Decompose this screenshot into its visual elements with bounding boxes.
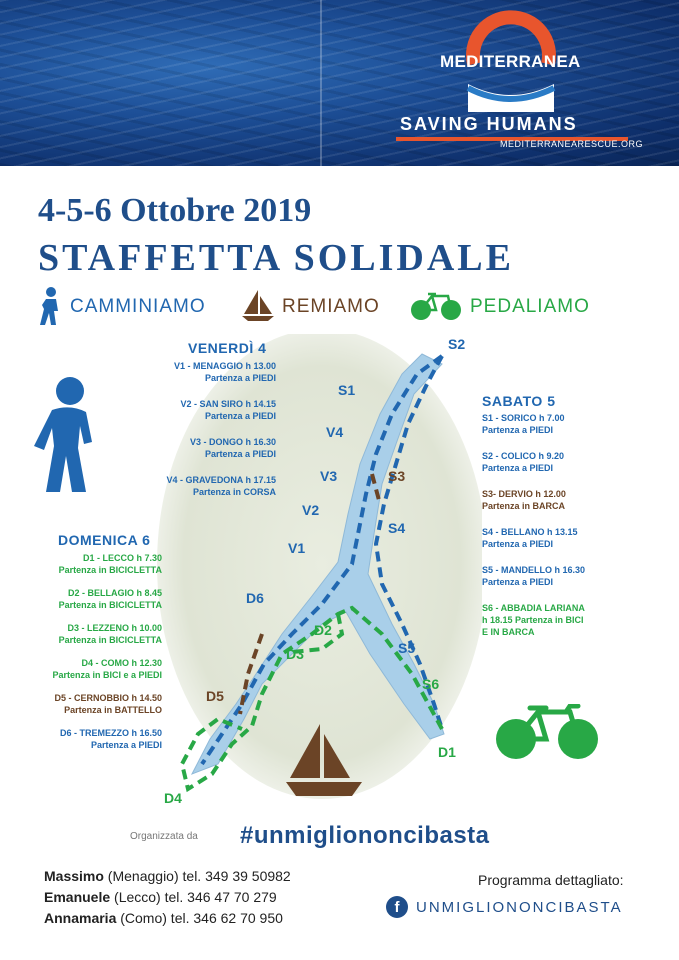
facebook-page-link[interactable]: UNMIGLIONONCIBASTA bbox=[416, 899, 623, 916]
program-label: Programma dettagliato: bbox=[478, 872, 624, 888]
brand-tagline: SAVING HUMANS bbox=[400, 114, 578, 134]
map-label-V2: V2 bbox=[302, 502, 320, 518]
saturday-title: SABATO 5 bbox=[482, 393, 556, 409]
map-label-D3: D3 bbox=[286, 646, 304, 662]
contact-row: Annamaria (Como) tel. 346 62 70 950 bbox=[44, 910, 283, 926]
friday-leg: V3 - DONGO h 16.30 Partenza a PIEDI bbox=[189, 437, 276, 459]
sunday-leg: D2 - BELLAGIO h 8.45 Partenza in BICICLETTA bbox=[58, 588, 162, 610]
saturday-leg: S6 - ABBADIA LARIANA h 18.15 Partenza in BICI E IN BARCA bbox=[482, 603, 585, 637]
sunday-leg: D4 - COMO h 12.30 Partenza in BICI e a PIEDI bbox=[52, 658, 162, 680]
sunday-title: DOMENICA 6 bbox=[58, 532, 151, 548]
map-label-D6: D6 bbox=[246, 590, 264, 606]
friday-leg: V4 - GRAVEDONA h 17.15 Partenza in CORSA bbox=[166, 475, 276, 497]
saturday-leg: S1 - SORICO h 7.00 Partenza a PIEDI bbox=[482, 413, 565, 435]
saturday-leg: S5 - MANDELLO h 16.30 Partenza a PIEDI bbox=[482, 565, 586, 587]
sunday-leg: D6 - TREMEZZO h 16.50 Partenza a PIEDI bbox=[59, 728, 162, 750]
activity-row-label: REMIAMO bbox=[282, 296, 380, 317]
map-label-D5: D5 bbox=[206, 688, 224, 704]
facebook-icon[interactable]: f bbox=[386, 896, 408, 918]
contact-row: Massimo (Menaggio) tel. 349 39 50982 bbox=[44, 868, 291, 884]
large-walker-icon bbox=[30, 376, 104, 494]
activity-walk-label: CAMMINIAMO bbox=[70, 296, 206, 317]
brand-url: MEDITERRANEARESCUE.ORG bbox=[500, 139, 644, 149]
friday-leg: V1 - MENAGGIO h 13.00 Partenza a PIEDI bbox=[173, 361, 276, 383]
map-label-S4: S4 bbox=[388, 520, 406, 536]
large-sailboat-icon bbox=[284, 720, 364, 798]
contact-row: Emanuele (Lecco) tel. 346 47 70 279 bbox=[44, 889, 277, 905]
activity-bike-label: PEDALIAMO bbox=[470, 296, 590, 317]
map-label-V4: V4 bbox=[326, 424, 344, 440]
map-label-D4: D4 bbox=[164, 790, 182, 806]
saturday-leg: S3- DERVIO h 12.00 Partenza in BARCA bbox=[482, 489, 566, 511]
map-label-S2: S2 bbox=[448, 336, 466, 352]
friday-leg: V2 - SAN SIRO h 14.15 Partenza a PIEDI bbox=[180, 399, 276, 421]
sunday-leg: D1 - LECCO h 7.30 Partenza in BICICLETTA bbox=[58, 553, 162, 575]
sunday-leg: D3 - LEZZENO h 10.00 Partenza in BICICLETTA bbox=[58, 623, 162, 645]
sunday-leg: D5 - CERNOBBIO h 14.50 Partenza in BATTELLO bbox=[54, 693, 162, 715]
hashtag: #unmigliononcibasta bbox=[240, 822, 490, 849]
map-label-V1: V1 bbox=[288, 540, 306, 556]
event-title: STAFFETTA SOLIDALE bbox=[38, 237, 514, 279]
organized-by-label: Organizzata da bbox=[130, 831, 198, 842]
map-label-S6: S6 bbox=[422, 676, 440, 692]
large-bicycle-icon bbox=[494, 704, 600, 760]
map-label-S3: S3 bbox=[388, 468, 406, 484]
walker-icon bbox=[38, 287, 62, 325]
map-label-D2: D2 bbox=[314, 622, 332, 638]
map-label-S1: S1 bbox=[338, 382, 356, 398]
bicycle-icon bbox=[410, 292, 462, 322]
saturday-leg: S4 - BELLANO h 13.15 Partenza a PIEDI bbox=[482, 527, 578, 549]
brand-name: MEDITERRANEA bbox=[440, 52, 581, 71]
event-dates: 4-5-6 Ottobre 2019 bbox=[38, 192, 312, 229]
friday-title: VENERDÌ 4 bbox=[188, 340, 267, 356]
map-label-S5: S5 bbox=[398, 640, 416, 656]
map-label-V3: V3 bbox=[320, 468, 338, 484]
saturday-leg: S2 - COLICO h 9.20 Partenza a PIEDI bbox=[482, 451, 565, 473]
map-label-D1: D1 bbox=[438, 744, 456, 760]
contacts-list bbox=[44, 866, 291, 929]
header-sea-banner bbox=[0, 0, 679, 166]
sailboat-icon bbox=[240, 288, 276, 322]
